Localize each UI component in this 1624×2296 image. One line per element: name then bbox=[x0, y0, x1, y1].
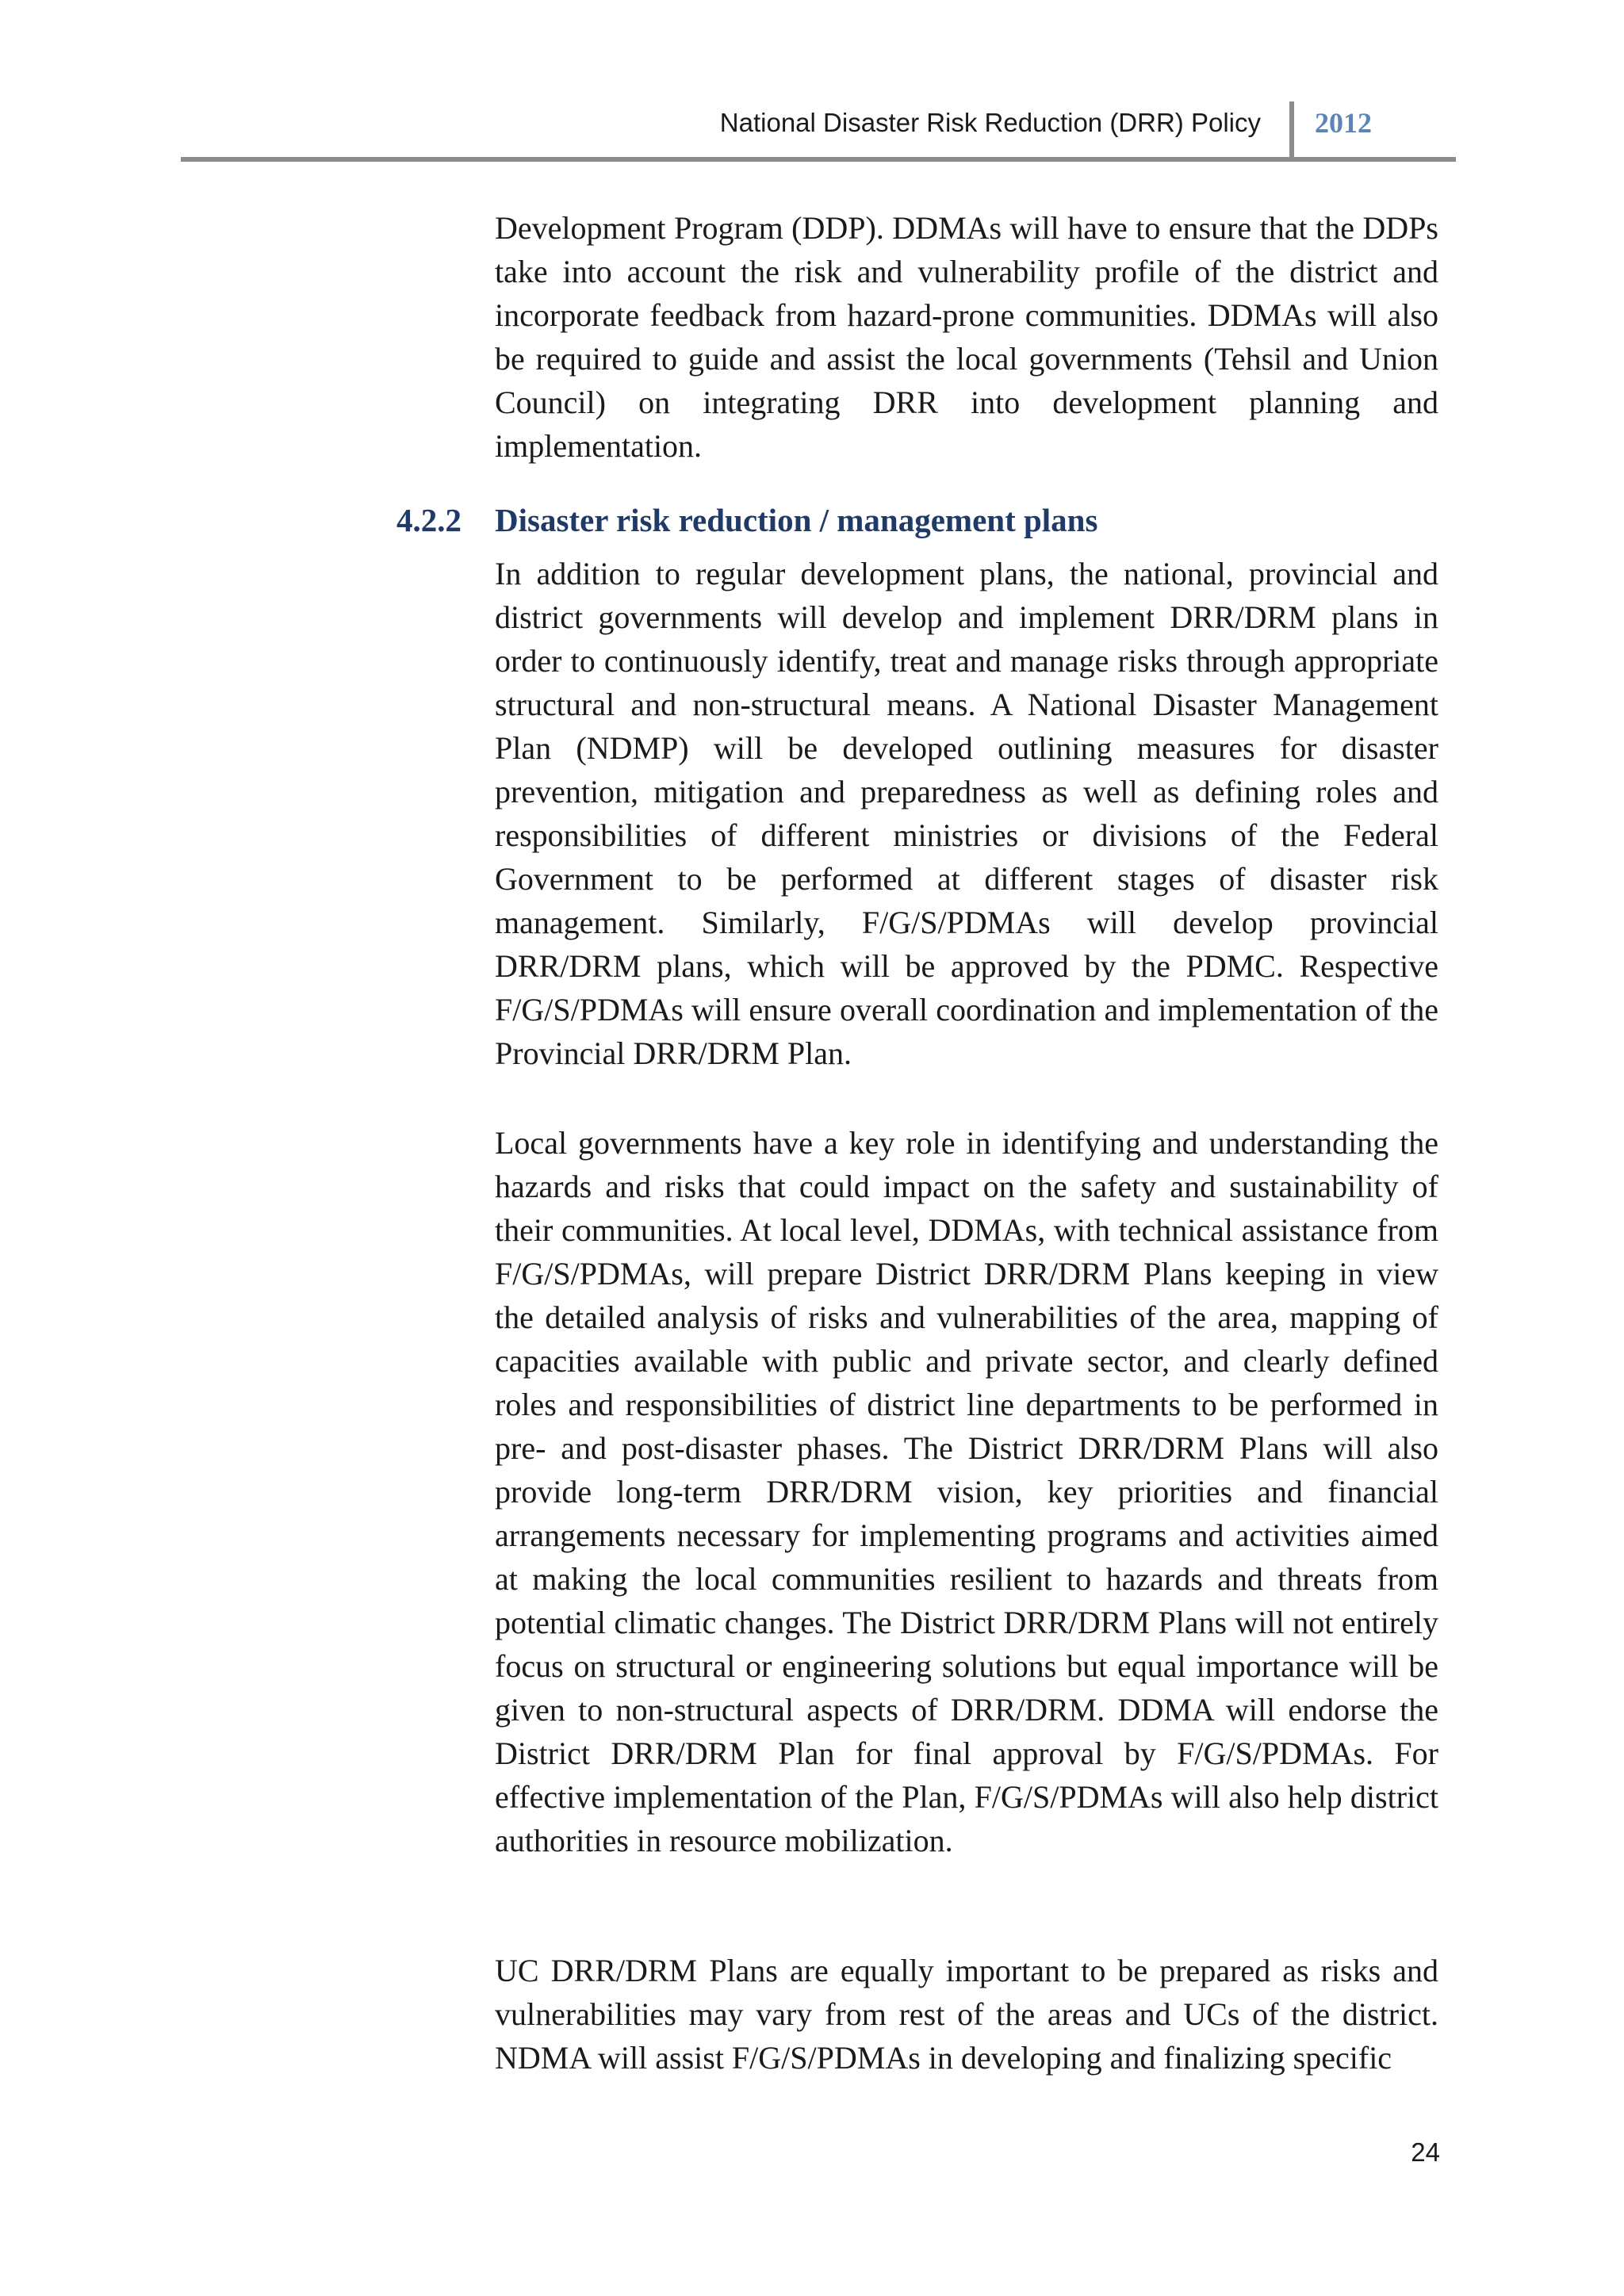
page-number: 24 bbox=[1411, 2137, 1440, 2167]
section-number: 4.2.2 bbox=[396, 502, 462, 538]
header-divider bbox=[1289, 101, 1294, 157]
document-title: National Disaster Risk Reduction (DRR) Policy bbox=[719, 108, 1261, 137]
section-title: Disaster risk reduction / management plans bbox=[495, 502, 1098, 538]
running-header bbox=[182, 101, 1451, 162]
paragraph-uc-plans: UC DRR/DRM Plans are equally important to be prepared as risks and vulnerabilities may vary from rest of the areas and UCs of the district. NDMA will assist F/G/S/PDMAs in developing and finalizing specific bbox=[495, 1953, 1438, 2076]
section-heading bbox=[396, 501, 1451, 539]
paragraph-intro: Development Program (DDP). DDMAs will have to ensure that the DDPs take into account the risk and vulnerability profile of the district and incorporate feedback from hazard-prone communities. DDMAs will also be required to guide and assist the local governments (Tehsil and Union Council) on integrating DRR into development planning and implementation. bbox=[495, 210, 1438, 464]
document-year: 2012 bbox=[1315, 107, 1372, 139]
paragraph-plans: In addition to regular development plans, the national, provincial and district governments will develop and implement DRR/DRM plans in order to continuously identify, treat and manage risks through appropriate structural and non-structural means. A National Disaster Management Plan (NDMP) will be developed outlining measures for disaster prevention, mitigation and preparedness as well as defining roles and responsibilities of different ministries or divisions of the Federal Government to be performed at different stages of disaster risk management. Similarly, F/G/S/PDMAs will develop provincial DRR/DRM plans, which will be approved by the PDMC. Respective F/G/S/PDMAs will ensure overall coordination and implementation of the Provincial DRR/DRM Plan. bbox=[495, 556, 1438, 1071]
paragraph-local-governments: Local governments have a key role in identifying and understanding the hazards and risks that could impact on the safety and sustainability of their communities. At local level, DDMAs, with technical assistance from F/G/S/PDMAs, will prepare District DRR/DRM Plans keeping in view the detailed analysis of risks and vulnerabilities of the area, mapping of capacities available with public and private sector, and clearly defined roles and responsibilities of district line departments to be performed in pre- and post-disaster phases. The District DRR/DRM Plans will also provide long-term DRR/DRM vision, key priorities and financial arrangements necessary for implementing programs and activities aimed at making the local communities resilient to hazards and threats from potential climatic changes. The District DRR/DRM Plans will not entirely focus on structural or engineering solutions but equal importance will be given to non-structural aspects of DRR/DRM. DDMA will endorse the District DRR/DRM Plan for final approval by F/G/S/PDMAs. For effective implementation of the Plan, F/G/S/PDMAs will also help district authorities in resource mobilization. bbox=[495, 1125, 1438, 1858]
header-rule bbox=[181, 157, 1456, 162]
